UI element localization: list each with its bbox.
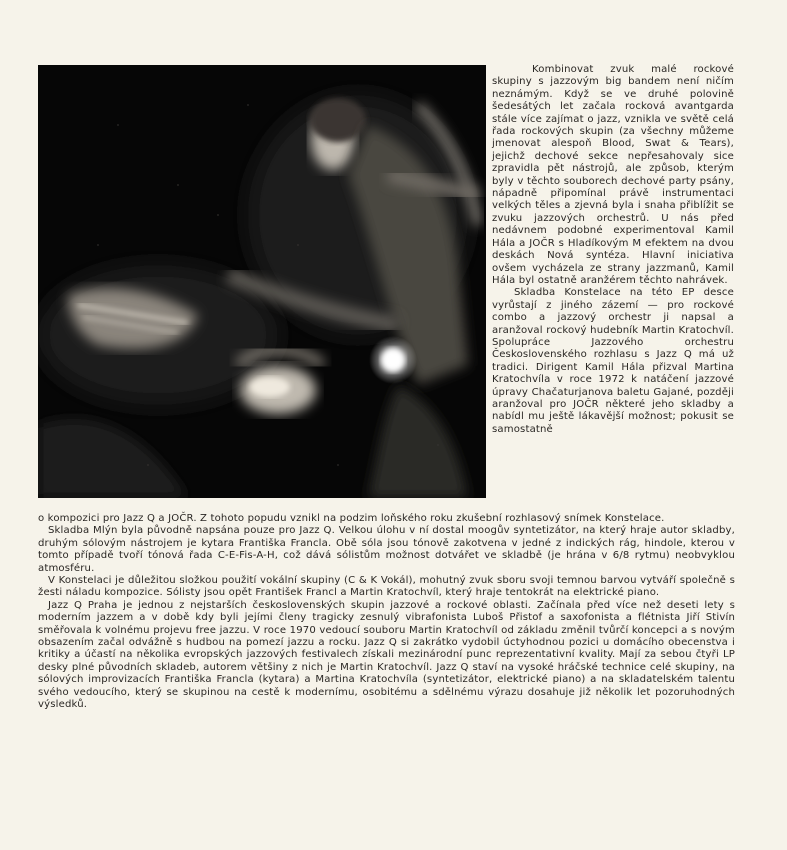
paragraph (492, 287, 734, 436)
band-photo (38, 65, 486, 498)
paragraph-text: Skladba Mlýn byla původně napsána pouze pro Jazz Q. Velkou úlohu v ní dostal moogův syntetizátor, na který hraje autor skladby, druhým sólovým nástrojem je kytara Františka Francla. Obě sóla jsou tónově zakotvena v jedné z indických rág, hindole, kterou v tomto případě tvoří tónová řada C-E-Fis-A-H, což dává sólistům možnost dotvářet ve skladbě (je hrána v 6/8 rytmu) neobvyklou atmosféru. (38, 525, 735, 574)
paragraph-text: V Konstelaci je důležitou složkou použití vokální skupiny (C & K Vokál), mohutný zvuk sboru svoji temnou barvou vytváří společně s žesti náladu kompozice. Sólisty jsou opět František Francl a Martin Kratochvíl, který hraje tentokrát na elektrické piano. (38, 575, 735, 599)
paragraph-text: Kombinovat zvuk malé rockové skupiny s jazzovým big bandem není ničím neznámým. Když se ve druhé polovině šedesátých let začala rocková avantgarda stále více zajímat o jazz, vznikla ve světě celá řada rockových skupin (za všechny můžeme jmenovat alespoň Blood, Swat & Tears), jejichž dechové sekce nepřesahovaly sice zpravidla pět nástrojů, ale způsob, kterým byly v těchto souborech dechové party psány, nápadně připomínal právě instrumentaci velkých těles a zjevná byla i snaha přiblížit se zvuku jazzových orchestrů. U nás před nedávnem podobné experimentoval Kamil Hála a JOČR s Hladíkovým M efektem na dvou deskách Nová syntéza. Hlavní iniciativa ovšem vycházela ze strany jazzmanů, Kamil Hála byl ostatně aranžérem těchto nahrávek. (492, 64, 734, 286)
article-right-column (492, 64, 734, 436)
paragraph (38, 525, 735, 575)
band-photo-image (38, 65, 486, 498)
paragraph (38, 600, 735, 712)
paragraph (492, 64, 734, 287)
paragraph (38, 575, 735, 600)
paragraph-text: o kompozici pro Jazz Q a JOČR. Z tohoto popudu vznikl na podzim loňského roku zkušební rozhlasový snímek Konstelace. (38, 513, 665, 524)
paragraph-text: Jazz Q Praha je jednou z nejstarších československých skupin jazzové a rockové oblasti. Začínala před více než deseti lety s moderním jazzem a v době kdy byli jejími členy tragicky zesnulý vibrafonista Luboš Přistof a saxofonista a flétnista Jiří Stivín směřovala k volnému projevu free jazzu. V roce 1970 vedoucí souboru Martin Kratochvíl od základu změnil tvůrčí koncepci a s novým obsazením začal odvážně s hudbou na pomezí jazzu a rocku. Jazz Q si zakrátko vydobil úctyhodnou pozici u domácího obecenstva i kritiky a účastí na několika evropských jazzových festivalech získali mezinárodní punc reprezentativní kvality. Mají za sebou čtyři LP desky plné původních skladeb, autorem většiny z nich je Martin Kratochvíl. Jazz Q staví na vysoké hráčské technice celé skupiny, na sólových improvizacích Františka Francla (kytara) a Martina Kratochvíla (syntetizátor, elektrické piano) a na skladatelském talentu svého vedoucího, který se skupinou na cestě k modernímu, osobitému a sdělnému výrazu dosahuje již několik let pozoruhodných výsledků. (38, 599, 735, 711)
article-full-width (38, 513, 735, 712)
paragraph (38, 513, 735, 525)
paragraph-text: Skladba Konstelace na této EP desce vyrůstají z jiného zázemí — pro rockové combo a jazzový orchestr ji napsal a aranžoval rockový hudebník Martin Kratochvíl. Spolupráce Jazzového orchestru Československého rozhlasu s Jazz Q má už tradici. Dirigent Kamil Hála přizval Martina Kratochvíla v roce 1972 k natáčení jazzové úpravy Chačaturjanova baletu Gajané, později aranžoval pro JOČR některé jeho skladby a nabídl mu ještě lákavější možnost; pokusit se samostatně (492, 287, 734, 435)
